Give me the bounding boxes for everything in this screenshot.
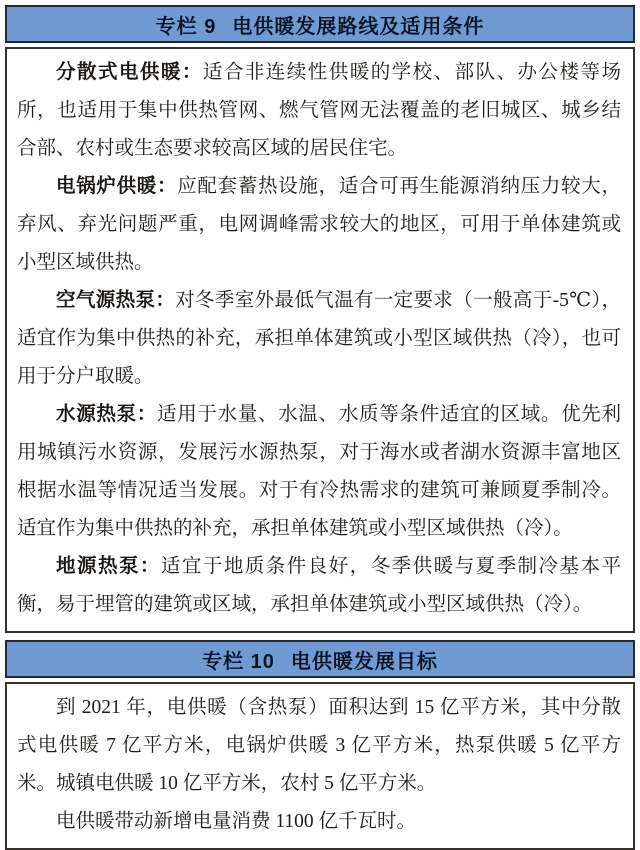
- paragraph: [17, 282, 621, 396]
- paragraph-text: 到 2021 年，电供暖（含热泵）面积达到 15 亿平方米，其中分散式电供暖 7 亿平方米，电锅炉供暖 3 亿平方米，热泵供暖 5 亿平方米。城镇电供暖 10 亿平方米，农村 5 亿平方米。: [17, 697, 621, 794]
- paragraph-text: 适宜于地质条件良好，冬季供暖与夏季制冷基本平衡，易于埋管的建筑或区域，承担单体建筑或小型区域供热（冷）。: [17, 556, 621, 615]
- panel-10-label: 专栏 10: [202, 650, 275, 673]
- paragraph-text: 电供暖带动新增电量消费 1100 亿千瓦时。: [56, 811, 417, 832]
- paragraph-text: 对冬季室外最低气温有一定要求（一般高于-5℃），适宜作为集中供热的补充，承担单体建筑或小型区域供热（冷），也可用于分户取暖。: [17, 290, 621, 387]
- paragraph-lead: 水源热泵：: [56, 404, 158, 425]
- panel-9-title: 电供暖发展路线及适用条件: [232, 15, 485, 38]
- panel-9-header: [5, 5, 635, 43]
- paragraph: [17, 689, 621, 803]
- panel-divider-gap: [5, 633, 635, 640]
- paragraph-lead: 电锅炉供暖：: [56, 176, 178, 197]
- panel-10-title: 电供暖发展目标: [290, 650, 438, 673]
- paragraph-text: 适用于水量、水温、水质等条件适宜的区域。优先利用城镇污水资源，发展污水源热泵，对于海水或者湖水资源丰富地区根据水温等情况适当发展。对于有冷热需求的建筑可兼顾夏季制冷。适宜作为集中供热的补充，承担单体建筑或小型区域供热（冷）。: [17, 404, 621, 539]
- panel-9-body: [5, 47, 635, 633]
- paragraph: [17, 803, 621, 841]
- paragraph: [17, 396, 621, 548]
- paragraph-text: 适合非连续性供暖的学校、部队、办公楼等场所，也适用于集中供热管网、燃气管网无法覆盖的老旧城区、城乡结合部、农村或生态要求较高区域的居民住宅。: [17, 62, 621, 159]
- paragraph: [17, 54, 621, 168]
- paragraph: [17, 548, 621, 624]
- panel-10-header: [5, 640, 635, 678]
- paragraph-lead: 地源热泵：: [56, 556, 161, 577]
- paragraph-text: 应配套蓄热设施，适合可再生能源消纳压力较大，弃风、弃光问题严重，电网调峰需求较大的地区，可用于单体建筑或小型区域供热。: [17, 176, 621, 273]
- panel-column-10: [5, 640, 635, 850]
- panel-column-9: [5, 5, 635, 633]
- panel-9-label: 专栏 9: [155, 15, 217, 38]
- paragraph-lead: 空气源热泵：: [56, 290, 176, 311]
- paragraph: [17, 168, 621, 282]
- paragraph-lead: 分散式电供暖：: [56, 62, 203, 83]
- panel-10-body: [5, 682, 635, 850]
